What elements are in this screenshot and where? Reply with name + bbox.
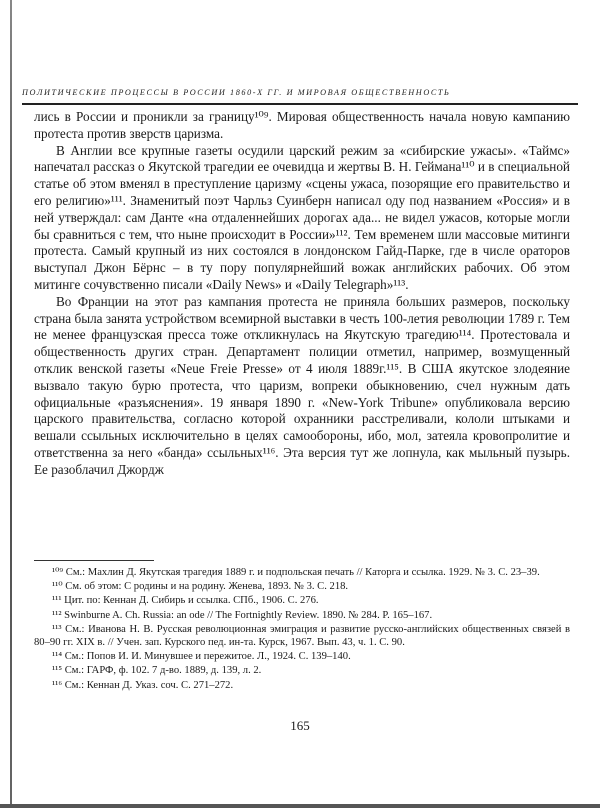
main-text bbox=[34, 109, 570, 479]
footnote: ¹¹⁴ См.: Попов И. И. Минувшее и пережитое. Л., 1924. С. 139–140. bbox=[52, 651, 351, 663]
page-edge-shadow bbox=[10, 0, 12, 808]
footnote: ¹¹² Swinburne A. Ch. Russia: an ode // The Fortnightly Review. 1890. № 284. P. 165–167. bbox=[52, 609, 433, 621]
paragraph: Во Франции на этот раз кампания протеста не приняла больших размеров, поскольку страна была занята устройством всемирной выставки в честь 100-летия революции 1789 г. Тем не менее французская пресса тоже откликнулась на Якутскую трагедию¹¹⁴. Протестовала и общественность других стран. Департамент полиции отметил, например, возмущенный отклик венской газеты «Neue Freie Presse» от 4 июля 1889г.¹¹⁵. В США якутское злодеяние вызвало такую бурю протеста, что царизм, вопреки обыкновению, счел нужным дать официальные «разъяснения». 19 января 1890 г. «New-York Tribune» опубликовала версию царского правительства, согласно которой охранники расстреливали, кололи штыками и вешали ссыльных исключительно в целях самообороны, ибо, мол, затеяла кровопролитие и ответственна за него «банда» ссыльных¹¹⁶. Эта версия тут же лопнула, как мыльный пузырь. Ее разоблачил Джордж bbox=[34, 293, 570, 477]
footnote: ¹¹⁰ См. об этом: С родины и на родину. Женева, 1893. № 3. С. 218. bbox=[52, 581, 349, 593]
footnote: ¹⁰⁹ См.: Махлин Д. Якутская трагедия 1889 г. и подпольская печать // Каторга и ссылка. 1929. № 3. С. 23–39. bbox=[52, 567, 540, 578]
header-rule bbox=[22, 103, 578, 105]
footnote: ¹¹³ См.: Иванова Н. В. Русская революционная эмиграция и развитие русско-английских общественных связей в 80–90 гг. XIX в. // Учен. зап. Курского пед. ин-та. Курск, 1967. Вып. 43, ч. 1. С. 90. bbox=[34, 623, 570, 649]
footnote: ¹¹⁶ См.: Кеннан Д. Указ. соч. С. 271–272. bbox=[52, 679, 234, 691]
footnotes bbox=[34, 566, 570, 693]
page-bottom-edge bbox=[0, 804, 600, 808]
footnote: ¹¹⁵ См.: ГАРФ, ф. 102. 7 д-во. 1889, д. 139, л. 2. bbox=[52, 665, 262, 677]
page-number: 165 bbox=[290, 718, 310, 733]
paragraph: В Англии все крупные газеты осудили царский режим за «сибирские ужасы». «Таймс» напечатал рассказ о Якутской трагедии ее очевидца и жертвы В. Н. Геймана¹¹⁰ и в специальной статье об этом вменял в преступление царизму «сцены ужаса, позорящие его правительство и его религию»¹¹¹. Знаменитый поэт Чарльз Суинберн написал оду под названием «Россия» и в ней утверждал: сам Данте «на отдаленнейших дорогах ада... не видел ужасов, которые могли бы сравниться с тем, что ныне происходит в России»¹¹². Тем временем шли массовые митинги протеста. Самый крупный из них состоялся в лондонском Гайд-Парке, где в числе ораторов выступал Джон Бёрнс – в ту пору популярнейший вожак английских рабочих. Об этом митинге сочувственно писали «Daily News» и «Daily Telegraph»¹¹³. bbox=[34, 142, 570, 292]
paragraph: лись в России и проникли за границу¹⁰⁹. Мировая общественность начала новую кампанию протеста против зверств царизма. bbox=[34, 109, 570, 141]
running-head: ПОЛИТИЧЕСКИЕ ПРОЦЕССЫ В РОССИИ 1860-Х ГГ. И МИРОВАЯ ОБЩЕСТВЕННОСТЬ bbox=[22, 88, 451, 97]
footnote: ¹¹¹ Цит. по: Кеннан Д. Сибирь и ссылка. СПб., 1906. С. 276. bbox=[52, 595, 319, 607]
footnote-rule bbox=[34, 560, 154, 561]
